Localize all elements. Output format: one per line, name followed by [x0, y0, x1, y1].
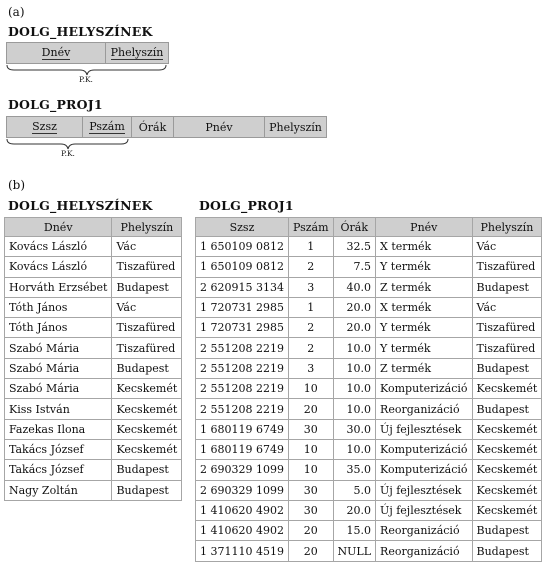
table-cell: Reorganizáció [376, 541, 472, 561]
table2-header-phelyszin: Phelyszín [472, 218, 542, 237]
table-cell: Tiszafüred [112, 338, 182, 358]
schema1-title: DOLG_HELYSZÍNEK [8, 24, 153, 39]
table2-header-pszam: Pszám [288, 218, 333, 237]
table-cell: Budapest [112, 358, 182, 378]
table-cell: 10.0 [333, 358, 376, 378]
table-cell: Y termék [376, 257, 472, 277]
table-cell: 20 [288, 521, 333, 541]
table-cell: 30 [288, 500, 333, 520]
table-cell: 1 [288, 237, 333, 257]
table-cell: Budapest [472, 541, 542, 561]
table-cell: Budapest [112, 277, 182, 297]
schema2-pk-label: P.K. [61, 149, 75, 158]
table-row [5, 318, 182, 338]
schema1-pk-label: P.K. [79, 75, 93, 84]
table-row [5, 399, 182, 419]
table1-wrap [4, 217, 182, 501]
table-cell: Kecskemét [472, 500, 542, 520]
table-cell: 2 [288, 257, 333, 277]
table-cell: Tiszafüred [472, 257, 542, 277]
table-cell: Reorganizáció [376, 399, 472, 419]
table-cell: Tóth János [5, 318, 112, 338]
table-cell: Vác [112, 297, 182, 317]
table-cell: Szabó Mária [5, 338, 112, 358]
table-cell: Fazekas Ilona [5, 419, 112, 439]
table-row [5, 277, 182, 297]
table-cell: Új fejlesztések [376, 480, 472, 500]
table-row [196, 237, 542, 257]
table-cell: Z termék [376, 277, 472, 297]
table-cell: X termék [376, 237, 472, 257]
schema1-attr-phelyszin: Phelyszín [106, 43, 168, 63]
table-cell: Horváth Erzsébet [5, 277, 112, 297]
table-cell: 1 [288, 297, 333, 317]
table2-header-pnev: Pnév [376, 218, 472, 237]
table-cell: Kecskemét [112, 399, 182, 419]
table-cell: Reorganizáció [376, 521, 472, 541]
table-cell: Új fejlesztések [376, 419, 472, 439]
table-cell: Budapest [112, 480, 182, 500]
table-cell: Z termék [376, 358, 472, 378]
table1 [4, 217, 182, 501]
table-row [196, 399, 542, 419]
table2-title: DOLG_PROJ1 [199, 198, 294, 213]
schema2-attr-pnev: Pnév [174, 117, 265, 137]
table-cell: 2 551208 2219 [196, 399, 289, 419]
table-cell: Szabó Mária [5, 379, 112, 399]
table1-title: DOLG_HELYSZÍNEK [8, 198, 153, 213]
table-cell: Új fejlesztések [376, 500, 472, 520]
table-cell: Szabó Mária [5, 358, 112, 378]
schema2-title: DOLG_PROJ1 [8, 97, 103, 112]
schema2-box [6, 116, 327, 138]
table-row [196, 277, 542, 297]
table-cell: 10.0 [333, 338, 376, 358]
table-cell: Tiszafüred [112, 318, 182, 338]
table-cell: Tiszafüred [112, 257, 182, 277]
table-row [196, 500, 542, 520]
table-cell: 3 [288, 358, 333, 378]
table-cell: 30 [288, 419, 333, 439]
table-cell: X termék [376, 297, 472, 317]
table-cell: Tiszafüred [472, 318, 542, 338]
table-row [5, 480, 182, 500]
table-row [5, 460, 182, 480]
table-cell: Kovács László [5, 257, 112, 277]
table-cell: Vác [112, 237, 182, 257]
table-cell: 1 720731 2985 [196, 297, 289, 317]
table-row [5, 358, 182, 378]
table-cell: Takács József [5, 439, 112, 459]
table-cell: 2 551208 2219 [196, 338, 289, 358]
table-row [5, 419, 182, 439]
table-cell: Kecskemét [112, 439, 182, 459]
table-cell: 30 [288, 480, 333, 500]
table-row [196, 480, 542, 500]
table-cell: Kecskemét [472, 439, 542, 459]
table-cell: 1 680119 6749 [196, 419, 289, 439]
schema2-attr-orak: Órák [132, 117, 174, 137]
table-cell: Kecskemét [112, 379, 182, 399]
table-cell: 1 410620 4902 [196, 521, 289, 541]
table2-header-orak: Órák [333, 218, 376, 237]
table-cell: Budapest [112, 460, 182, 480]
table-cell: 20.0 [333, 500, 376, 520]
table-cell: Kecskemét [472, 419, 542, 439]
table-cell: 20 [288, 399, 333, 419]
schema1-attr-dnev: Dnév [7, 43, 106, 63]
table-row [196, 297, 542, 317]
schema2-attr-phelyszin: Phelyszín [265, 117, 326, 137]
table-cell: Budapest [472, 521, 542, 541]
table-cell: 35.0 [333, 460, 376, 480]
table-cell: 10.0 [333, 399, 376, 419]
schema2-attr-szsz: Szsz [7, 117, 83, 137]
table-row [5, 379, 182, 399]
table-cell: 2 620915 3134 [196, 277, 289, 297]
table-cell: 40.0 [333, 277, 376, 297]
table2 [195, 217, 542, 562]
table-cell: 2 [288, 338, 333, 358]
table-cell: NULL [333, 541, 376, 561]
table-cell: Budapest [472, 277, 542, 297]
table2-wrap [195, 217, 542, 562]
table-cell: 2 [288, 318, 333, 338]
table-cell: Kecskemét [112, 419, 182, 439]
table-row [196, 257, 542, 277]
table-cell: 2 690329 1099 [196, 480, 289, 500]
table-row [5, 237, 182, 257]
table-cell: Kiss István [5, 399, 112, 419]
table-row [196, 521, 542, 541]
table-cell: 10 [288, 379, 333, 399]
table-row [196, 419, 542, 439]
table-row [196, 338, 542, 358]
table-cell: Takács József [5, 460, 112, 480]
table-cell: Vác [472, 297, 542, 317]
table-cell: Vác [472, 237, 542, 257]
table2-header-szsz: Szsz [196, 218, 289, 237]
table-cell: Kecskemét [472, 480, 542, 500]
table-cell: Komputerizáció [376, 460, 472, 480]
table-cell: 7.5 [333, 257, 376, 277]
table-cell: 1 371110 4519 [196, 541, 289, 561]
table-cell: 2 551208 2219 [196, 358, 289, 378]
table-cell: 32.5 [333, 237, 376, 257]
table-row [196, 318, 542, 338]
table-cell: Budapest [472, 358, 542, 378]
table-cell: 10 [288, 460, 333, 480]
table-row [5, 439, 182, 459]
table-cell: Kovács László [5, 237, 112, 257]
table1-header-dnev: Dnév [5, 218, 112, 237]
table-cell: Kecskemét [472, 379, 542, 399]
table-cell: Tiszafüred [472, 338, 542, 358]
schema1-box [6, 42, 169, 64]
part-b-label: (b) [8, 178, 26, 192]
table-cell: Komputerizáció [376, 379, 472, 399]
table-cell: Budapest [472, 399, 542, 419]
table-cell: 30.0 [333, 419, 376, 439]
table-cell: 20.0 [333, 318, 376, 338]
table-cell: Tóth János [5, 297, 112, 317]
table-cell: 10 [288, 439, 333, 459]
table-cell: Y termék [376, 318, 472, 338]
table-row [5, 297, 182, 317]
table-cell: 1 650109 0812 [196, 257, 289, 277]
table-cell: 3 [288, 277, 333, 297]
table-cell: Y termék [376, 338, 472, 358]
table-row [5, 257, 182, 277]
table-cell: 1 650109 0812 [196, 237, 289, 257]
table-cell: 20.0 [333, 297, 376, 317]
table-cell: 15.0 [333, 521, 376, 541]
table-row [196, 379, 542, 399]
table-cell: Komputerizáció [376, 439, 472, 459]
table-cell: 1 680119 6749 [196, 439, 289, 459]
table-row [196, 460, 542, 480]
table-cell: Nagy Zoltán [5, 480, 112, 500]
table-row [196, 358, 542, 378]
table-cell: 20 [288, 541, 333, 561]
table-row [196, 541, 542, 561]
table-cell: Kecskemét [472, 460, 542, 480]
table1-header-phelyszin: Phelyszín [112, 218, 182, 237]
table-cell: 10.0 [333, 439, 376, 459]
table-cell: 5.0 [333, 480, 376, 500]
schema2-attr-pszam: Pszám [83, 117, 132, 137]
table-cell: 2 551208 2219 [196, 379, 289, 399]
table-cell: 1 720731 2985 [196, 318, 289, 338]
table-cell: 1 410620 4902 [196, 500, 289, 520]
table-cell: 2 690329 1099 [196, 460, 289, 480]
table-cell: 10.0 [333, 379, 376, 399]
table-row [196, 439, 542, 459]
part-a-label: (a) [8, 5, 25, 19]
table-row [5, 338, 182, 358]
